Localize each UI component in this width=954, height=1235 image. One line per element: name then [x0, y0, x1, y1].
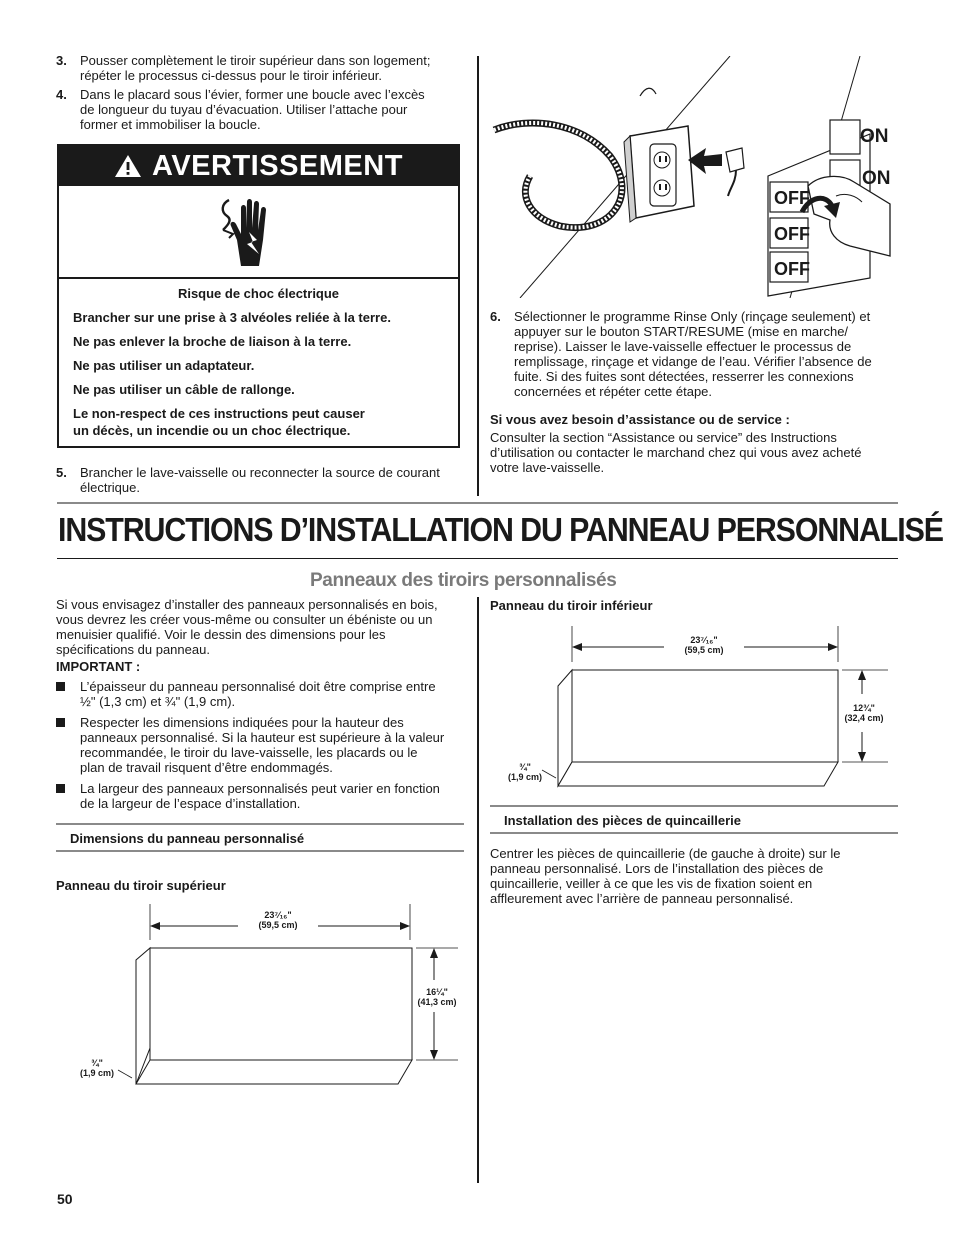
step-text — [80, 465, 461, 495]
text-line: votre lave-vaisselle. — [490, 460, 605, 475]
assistance-text — [490, 430, 861, 475]
text-line: Si vous envisagez d’installer des panneaux personnalisés en bois, — [56, 597, 438, 612]
dimension-value: (59,5 cm) — [684, 645, 724, 655]
text-line: de la largeur de l’espace d’installation. — [80, 796, 301, 811]
text-line: remplissage, rinçage et vidange de l’eau. Vérifier l’absence de — [514, 354, 872, 369]
column-divider — [477, 597, 479, 1183]
lower-depth-label — [498, 762, 552, 782]
electric-shock-hand-icon — [219, 196, 281, 268]
warning-title: AVERTISSEMENT — [152, 150, 403, 182]
text-line: d’utilisation ou contacter le marchand chez qui vous avez acheté — [490, 445, 862, 460]
upper-width-label — [238, 910, 318, 930]
title-rule-top — [57, 502, 898, 504]
dimension-value: 16¼" — [426, 987, 448, 997]
lower-width-label — [664, 635, 744, 655]
hardware-paragraph — [490, 846, 900, 906]
text-line: répéter le processus ci-dessus pour le tiroir inférieur. — [80, 68, 383, 83]
step-text — [514, 309, 900, 399]
bullet-text — [80, 679, 466, 709]
section-hardware — [490, 805, 898, 834]
text-line: panneaux personnalisé. Si la hauteur est supérieure à la valeur — [80, 730, 445, 745]
text-line: Dans le placard sous l’évier, former une boucle avec l’excès — [80, 87, 425, 102]
upper-panel-label: Panneau du tiroir supérieur — [56, 878, 226, 893]
assistance-heading: Si vous avez besoin d’assistance ou de service : — [490, 412, 790, 427]
text-line: Consulter la section “Assistance ou service” des Instructions — [490, 430, 837, 445]
section-heading: Installation des pièces de quincaillerie — [504, 813, 741, 828]
warning-line: un décès, un incendie ou un choc électrique. — [73, 423, 351, 438]
bullet-text — [80, 781, 466, 811]
warning-header — [59, 146, 458, 186]
dimension-value: 12¾" — [853, 703, 875, 713]
text-line: panneau personnalisé. Lors de l’installation des pièces de — [490, 861, 824, 876]
switch-label-on-1: ON — [860, 126, 889, 147]
warning-line: Ne pas utiliser un adaptateur. — [73, 358, 255, 373]
text-line: Centrer les pièces de quincaillerie (de gauche à droite) sur le — [490, 846, 841, 861]
step-number: 4. — [56, 87, 67, 102]
bullet-square-icon — [56, 784, 65, 793]
dimension-value: (32,4 cm) — [844, 713, 884, 723]
text-line: Pousser complètement le tiroir supérieur dans son logement; — [80, 53, 431, 68]
text-line: La largeur des panneaux personnalisés peut varier en fonction — [80, 781, 440, 796]
text-line: spécifications du panneau. — [56, 642, 210, 657]
warning-line: Brancher sur une prise à 3 alvéoles reliée à la terre. — [73, 310, 391, 325]
dimension-value: ¾" — [91, 1058, 103, 1068]
text-line: Brancher le lave-vaisselle ou reconnecter la source de courant — [80, 465, 440, 480]
dimension-value: (1,9 cm) — [79, 1068, 114, 1078]
text-line: électrique. — [80, 480, 140, 495]
text-line: concernées et répéter cette étape. — [514, 384, 713, 399]
text-line: menuisier qualifié. Voir le dessin des dimensions pour les — [56, 627, 386, 642]
warning-icon-area — [59, 186, 458, 279]
warning-line: Le non-respect de ces instructions peut causer — [73, 406, 365, 421]
text-line: plan de travail risquent d’être endommagés. — [80, 760, 333, 775]
lower-panel-label: Panneau du tiroir inférieur — [490, 598, 653, 613]
switch-label-off-1: OFF — [774, 188, 810, 208]
text-line: reprise). Laisser le lave-vaisselle effectuer le processus de — [514, 339, 852, 354]
intro-paragraph — [56, 597, 466, 657]
dimension-value: 23⁷⁄₁₆" — [264, 910, 292, 920]
step-number: 5. — [56, 465, 67, 480]
warning-triangle-icon — [114, 153, 142, 179]
page-number: 50 — [57, 1191, 73, 1207]
switch-label-off-2: OFF — [774, 224, 810, 244]
upper-depth-label — [72, 1058, 122, 1078]
text-line: recommandée, le tiroir du lave-vaisselle, les placards ou le — [80, 745, 418, 760]
warning-line: Ne pas utiliser un câble de rallonge. — [73, 382, 295, 397]
text-line: quincaillerie, veiller à ce que les vis de fixation soient en — [490, 876, 813, 891]
dimension-value: (1,9 cm) — [507, 772, 542, 782]
important-label: IMPORTANT : — [56, 659, 141, 674]
text-line: appuyer sur le bouton START/RESUME (mise en marche/ — [514, 324, 849, 339]
outlet-switch-illustration — [490, 56, 900, 298]
column-divider — [477, 56, 479, 496]
dimension-value: 23⁷⁄₁₆" — [690, 635, 718, 645]
text-line: de longueur du tuyau d’évacuation. Utiliser l’attache pour — [80, 102, 408, 117]
switch-label-on-2: ON — [862, 168, 891, 189]
bullet-square-icon — [56, 682, 65, 691]
step-text — [80, 87, 461, 132]
text-line: L’épaisseur du panneau personnalisé doit être comprise entre — [80, 679, 436, 694]
warning-line: Ne pas enlever la broche de liaison à la terre. — [73, 334, 352, 349]
text-line: fuite. Si des fuites sont détectées, resserrer les connexions — [514, 369, 854, 384]
step-number: 6. — [490, 309, 501, 324]
dimension-value: (41,3 cm) — [417, 997, 457, 1007]
bullet-square-icon — [56, 718, 65, 727]
dimension-value: (59,5 cm) — [258, 920, 298, 930]
text-line: affleurement avec l’arrière de panneau personnalisé. — [490, 891, 794, 906]
upper-height-label — [410, 987, 464, 1007]
step-text — [80, 53, 461, 83]
lower-height-label — [836, 703, 892, 723]
text-line: Sélectionner le programme Rinse Only (rinçage seulement) et — [514, 309, 871, 324]
step-number: 3. — [56, 53, 67, 68]
text-line: vous devrez les créer vous-même ou consulter un ébéniste ou un — [56, 612, 433, 627]
section-heading: Dimensions du panneau personnalisé — [70, 831, 305, 846]
warning-heading: Risque de choc électrique — [177, 286, 340, 301]
switch-label-off-3: OFF — [774, 259, 810, 279]
title-rule-bottom — [57, 558, 898, 559]
section-subtitle: Panneaux des tiroirs personnalisés — [310, 570, 617, 591]
text-line: former et immobiliser la boucle. — [80, 117, 261, 132]
page-title: INSTRUCTIONS D’INSTALLATION DU PANNEAU PERSONNALISÉ — [58, 511, 943, 548]
text-line: ½" (1,3 cm) et ¾" (1,9 cm). — [80, 694, 236, 709]
dimension-value: ¾" — [519, 762, 531, 772]
text-line: Respecter les dimensions indiquées pour la hauteur des — [80, 715, 404, 730]
bullet-text — [80, 715, 466, 775]
section-dimensions — [56, 823, 464, 852]
